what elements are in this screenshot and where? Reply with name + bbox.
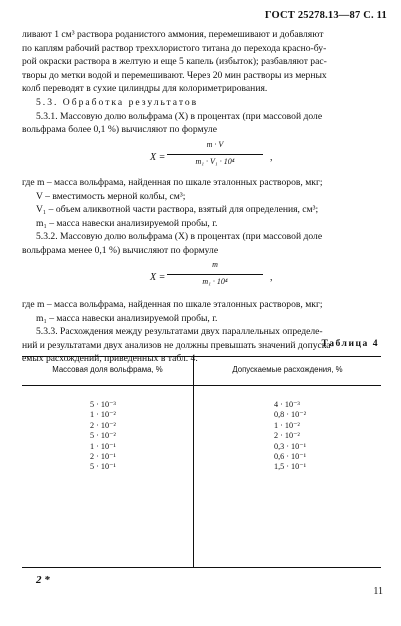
formula-denominator: m₁ · V₁ · 10⁴	[195, 157, 235, 166]
column-header-mass-fraction: Массовая доля вольфрама, %	[52, 365, 163, 374]
legend-line: V – вместимость мерной колбы, см³;	[36, 190, 186, 202]
column-divider	[193, 357, 194, 567]
legend-line: где m – масса вольфрама, найденная по шкале эталонных растворов, мкг;	[22, 299, 323, 310]
formula-fraction	[165, 140, 265, 166]
formula-comma: ,	[270, 272, 273, 283]
formula-comma: ,	[270, 152, 273, 163]
p532-line: 5.3.2. Массовую долю вольфрама (X) в процентах (при массовой доле	[36, 231, 323, 243]
intro-line: рой окраски раствора в желтую и еще 5 капель (избыток); разбавляют рас-	[22, 56, 327, 68]
table-caption: Таблица 4	[321, 338, 379, 349]
formula-lhs: X =	[150, 152, 166, 163]
p533-line: 5.3.3. Расхождения между результатами двух параллельных определе-	[36, 326, 323, 338]
table-cell: 5 · 10⁻³	[90, 400, 116, 409]
formula-denominator: m₁ · 10⁴	[202, 277, 228, 286]
mass-fraction-column	[90, 400, 116, 473]
p531-line: 5.3.1. Массовую долю вольфрама (X) в процентах (при массовой доле	[36, 110, 323, 122]
table-4	[22, 356, 381, 568]
legend-1	[22, 176, 382, 258]
column-header-tolerance: Допускаемые расхождения, %	[232, 365, 343, 374]
p532-line: вольфрама менее 0,1 %) вычисляют по формуле	[22, 244, 219, 256]
intro-line: колб переводят в сухие цилиндры для колориметрирования.	[22, 83, 268, 95]
table-cell: 1 · 10⁻¹	[90, 441, 116, 451]
table-cell: 1,5 · 10⁻¹	[274, 462, 307, 472]
intro-paragraph	[22, 28, 382, 137]
table-cell: 2 · 10⁻¹	[90, 452, 116, 462]
tolerance-column	[274, 400, 306, 473]
table-cell: 0,8 · 10⁻²	[274, 410, 307, 420]
legend-line: m₁ – масса навески анализируемой пробы, г.	[36, 312, 218, 324]
table-cell: 1 · 10⁻²	[274, 420, 300, 430]
intro-line: по каплям рабочий раствор треххлористого титана до перехода красно-бу-	[22, 42, 327, 54]
signature-mark: 2 *	[36, 574, 50, 586]
p533-line: ний и результатами двух анализов не должны превышать значений допуска-	[22, 339, 334, 351]
formula-numerator: m	[212, 260, 218, 269]
legend-line: где m – масса вольфрама, найденная по шкале эталонных растворов, мкг;	[22, 177, 323, 188]
formula-numerator: m · V	[206, 140, 224, 149]
table-cell: 2 · 10⁻²	[274, 431, 300, 441]
table-cell: 5 · 10⁻²	[90, 431, 116, 441]
page-number: 11	[373, 586, 383, 597]
table-cell: 1 · 10⁻²	[90, 410, 116, 420]
intro-line: ливают 1 см³ раствора роданистого аммония, перемешивают и добавляют	[22, 29, 324, 40]
header-divider	[22, 385, 381, 386]
table-cell: 2 · 10⁻²	[90, 420, 116, 430]
section-title: 5.3. Обработка результатов	[36, 96, 199, 108]
p533-line: емых расхождений, приведенных в табл. 4.	[22, 353, 198, 365]
formula-1	[0, 140, 401, 174]
legend-line: V₁ – объем аликвотной части раствора, взятый для определения, см³;	[36, 204, 319, 216]
legend-line: m₁ – масса навески анализируемой пробы, г.	[36, 217, 218, 229]
intro-line: творы до метки водой и перемешивают. Через 20 мин растворы из мерных	[22, 69, 327, 81]
legend-2	[22, 270, 382, 366]
table-cell: 4 · 10⁻³	[274, 400, 300, 409]
table-cell: 5 · 10⁻¹	[90, 462, 116, 472]
page-header: ГОСТ 25278.13—87 С. 11	[264, 10, 387, 21]
formula-lhs: X =	[150, 272, 166, 283]
p531-line: вольфрама более 0,1 %) вычисляют по формуле	[22, 124, 217, 136]
table-cell: 0,3 · 10⁻¹	[274, 441, 307, 451]
fraction-bar	[167, 154, 263, 155]
table-cell: 0,6 · 10⁻¹	[274, 452, 307, 462]
